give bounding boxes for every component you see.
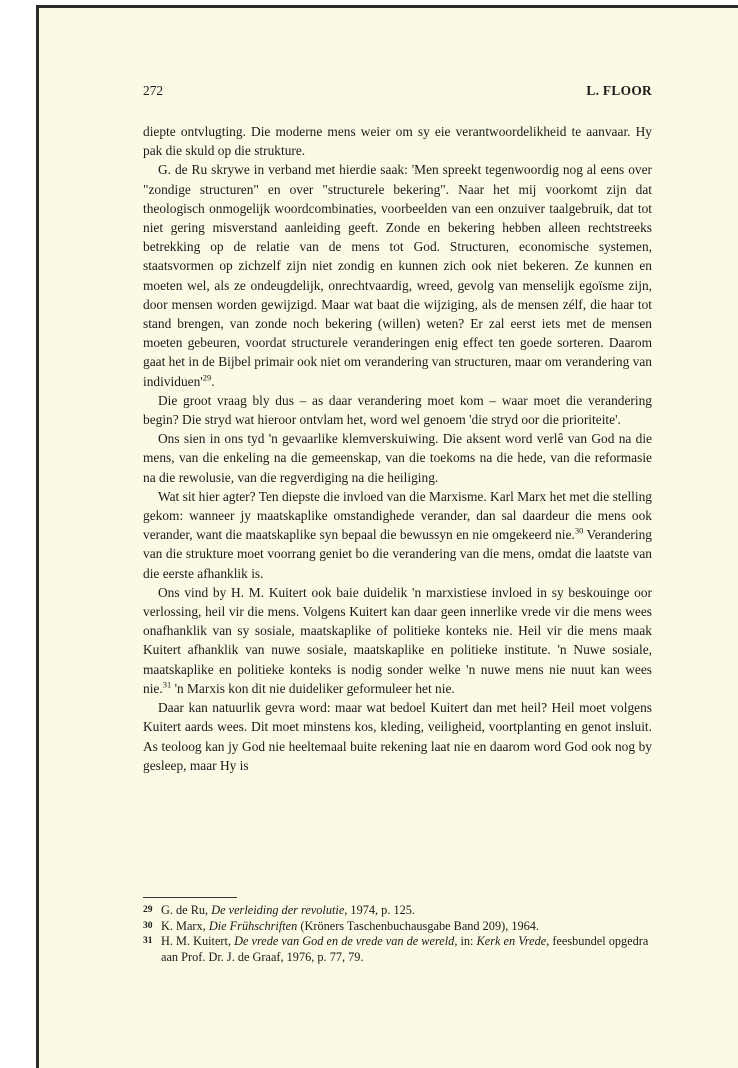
running-head-author: L. FLOOR [586,83,652,98]
footnote-number: 31 [143,936,153,947]
paragraph-text: Die groot vraag bly dus – as daar verandering moet kom – waar moet die verandering begin? Die stryd wat hieroor ontvlam het, word wel genoem 'die stryd oor die prioriteite'. [143,392,652,428]
footnote-rule [143,897,237,898]
paragraph-text: diepte ontvlugting. Die moderne mens weier om sy eie verantwoordelikheid te aanvaar. Hy pak die skuld op die strukture. [143,124,652,159]
paragraph [143,160,652,390]
paragraph [143,583,652,698]
paragraph-text: Wat sit hier agter? Ten diepste die invloed van die Marxisme. Karl Marx het met die stelling gekom: wanneer jy maatskaplike omstandighede verander, dan sal daardeur die mens ook verander, want die maatskaplike syn bepaal die bewussyn en nie omgekeerd nie. [143,488,652,543]
footnote-text: H. M. Kuitert, [161,934,235,949]
footnote-number: 30 [143,920,153,931]
paragraph [143,122,652,160]
paragraph-text: Ons vind by H. M. Kuitert ook baie duidelik 'n marxistiese invloed in sy beskouinge oor verlossing, heil vir die mens. Volgens Kuitert kan daar geen innerlike vrede vir die mens wees onafhanklik van sy sosiale, maatskaplike of politieke konteks nie. Heil vir die mens maak Kuitert afhanklik van nuwe sosiale, maatskaplike en politieke institute. 'n Nuwe sosiale, maatskaplike en politieke konteks is nodig sonder welke 'n nuwe mens nie nuut kan wees nie. [143,584,652,696]
paragraph [143,487,652,583]
paragraph [143,391,652,429]
footnote-text: G. de Ru, [161,903,212,917]
footnote [143,903,652,919]
paragraph [143,698,652,775]
paragraph-text-cont: 'n Marxis kon dit nie duideliker geformuleer het nie. [171,680,455,696]
footnote-title: Die Frühschriften [208,918,298,933]
paragraph-text: G. de Ru skrywe in verband met hierdie saak: 'Men spreekt tegenwoordig nog al eens over "zondige structuren" en over "structurele bekering". Naar het mij voorkomt zijn dat theologisch onmogelijk woordcombinaties, voorbeelden van een onzuiver taalgebruik, dat tot niet gering misverstand aanleiding geeft. Zonde en bekering hebben alleen rechtstreeks betrekking op de relatie van de mens tot God. Structuren, economische systemen, staatsvormen op zichzelf zijn niet zondig en kunnen zich ook niet bekeren. Ze kunnen en moeten wel, als ze ondeugdelijk, onrechtvaardig, wreed, gevolg van menselijk egoïsme zijn, door mensen worden gewijzigd. Maar wat baat die wijziging, als de mensen zélf, die haar tot stand brengen, van zonde noch bekering (willen) weten? Er zal eerst iets met de mensen moeten gebeuren, voordat structurele veranderingen enig effect ten goede sorteren. Daarom gaat het in de Bijbel primair ook niet om verandering van structuren, maar om verandering van individuen' [143,162,652,389]
footnote [143,919,652,935]
footnote-text: K. Marx, [161,918,209,933]
footnote-number: 29 [143,905,153,915]
footnote-text-cont: , in: [454,934,477,949]
paragraph-text: Ons sien in ons tyd 'n gevaarlike klemverskuiwing. Die aksent word verlê van God na die mens, van die enkeling na die gemeenskap, van die toekoms na die hede, van die reformasie na die rewolusie, van die regverdiging na die heiliging. [143,431,652,485]
footnote-title: De vrede van God en de vrede van de wereld [234,934,455,949]
footnotes [143,903,652,965]
footnote-ref: 31 [162,679,172,690]
page-number: 272 [143,83,164,98]
body-text [143,122,652,775]
paragraph [143,429,652,487]
footnote-text-cont: (Kröners Taschenbuchausgabe Band 209), 1964. [297,918,540,933]
paragraph-text-cont: . [211,373,215,389]
footnote-ref: 30 [574,525,584,536]
footnote-text-cont: , 1974, p. 125. [344,903,415,917]
paragraph-text-cont: Verandering van die strukture moet voorrang geniet bo die verandering van die mens, omdat die laatste van die eerste afhanklik is. [143,527,652,581]
footnote-ref: 29 [202,372,212,383]
footnote-title: Kerk en Vrede [476,934,547,949]
paragraph-text: Daar kan natuurlik gevra word: maar wat bedoel Kuitert dan met heil? Heil moet volgens Kuitert aards wees. Dit moet minstens kos, kleding, veiligheid, voortplanting en genot insluit. As teoloog kan jy God nie heeltemaal buite rekening laat nie en daarom word God ook nog by gesleep, maar Hy is [143,700,652,773]
footnote-text-cont: , feesbundel opgedra aan Prof. Dr. J. de Graaf, 1976, p. 77, 79. [161,934,649,964]
footnote-title: De verleiding der revolutie [211,903,345,917]
footnote [143,934,652,965]
